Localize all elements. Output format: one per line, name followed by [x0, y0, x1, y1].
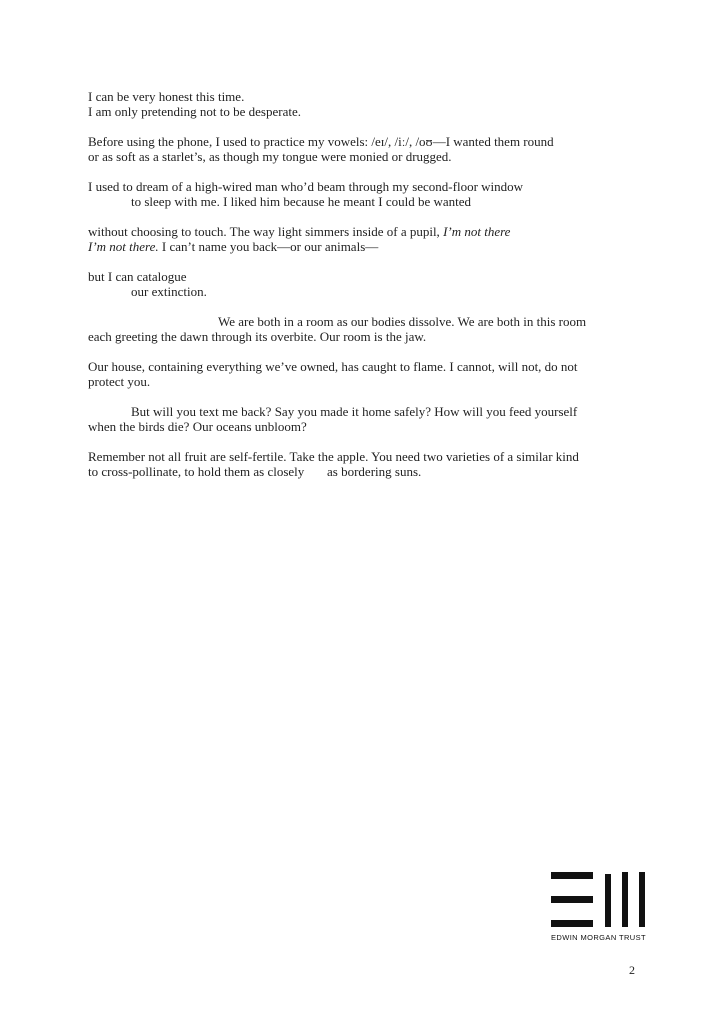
- poem-text: without choosing to touch. The way light simmers inside of a pupil,: [88, 224, 444, 239]
- org-name: EDWIN MORGAN TRUST: [551, 933, 646, 942]
- poem-line-indented: our extinction.: [131, 284, 207, 299]
- stanza-7: [88, 359, 648, 389]
- poem-line: Remember not all fruit are self-fertile. Take the apple. You need two varieties of a similar kind: [88, 449, 579, 464]
- stanza-6: [88, 314, 648, 344]
- stanza-1: [88, 89, 648, 119]
- poem-italic-text: I’m not there: [443, 224, 511, 239]
- poem-line: [88, 224, 648, 239]
- poem-line: protect you.: [88, 374, 151, 389]
- poem-line: when the birds die? Our oceans unbloom?: [88, 419, 307, 434]
- poem-line: or as soft as a starlet’s, as though my tongue were monied or drugged.: [88, 149, 452, 164]
- poem-line: I can be very honest this time.: [88, 89, 245, 104]
- stanza-2: [88, 134, 648, 164]
- poem-line-indented: But will you text me back? Say you made it home safely? How will you feed yourself: [131, 404, 578, 419]
- poem-line: [88, 239, 648, 254]
- poem-line: to cross-pollinate, to hold them as closely as bordering suns.: [88, 464, 422, 479]
- stanza-4: [88, 224, 648, 254]
- edwin-morgan-trust-logo-icon: [551, 872, 651, 928]
- poem-body: [88, 89, 648, 479]
- page-number: 2: [629, 963, 635, 977]
- poem-line: but I can catalogue: [88, 269, 187, 284]
- poem-text: I can’t name you back—or our animals—: [158, 239, 379, 254]
- poem-line-indented: to sleep with me. I liked him because he meant I could be wanted: [131, 194, 472, 209]
- poem-line: I used to dream of a high-wired man who’d beam through my second-floor window: [88, 179, 524, 194]
- stanza-8: [88, 404, 648, 434]
- stanza-5: [88, 269, 648, 299]
- stanza-3: [88, 179, 648, 209]
- poem-line-indented: We are both in a room as our bodies dissolve. We are both in this room: [218, 314, 587, 329]
- stanza-9: [88, 449, 648, 479]
- poem-line: Before using the phone, I used to practice my vowels: /eɪ/, /iː/, /oʊ—I wanted them round: [88, 134, 554, 149]
- poem-italic-text: I’m not there.: [88, 239, 159, 254]
- poem-line: I am only pretending not to be desperate.: [88, 104, 301, 119]
- poem-line: each greeting the dawn through its overbite. Our room is the jaw.: [88, 329, 427, 344]
- poem-line: Our house, containing everything we’ve owned, has caught to flame. I cannot, will not, do not: [88, 359, 578, 374]
